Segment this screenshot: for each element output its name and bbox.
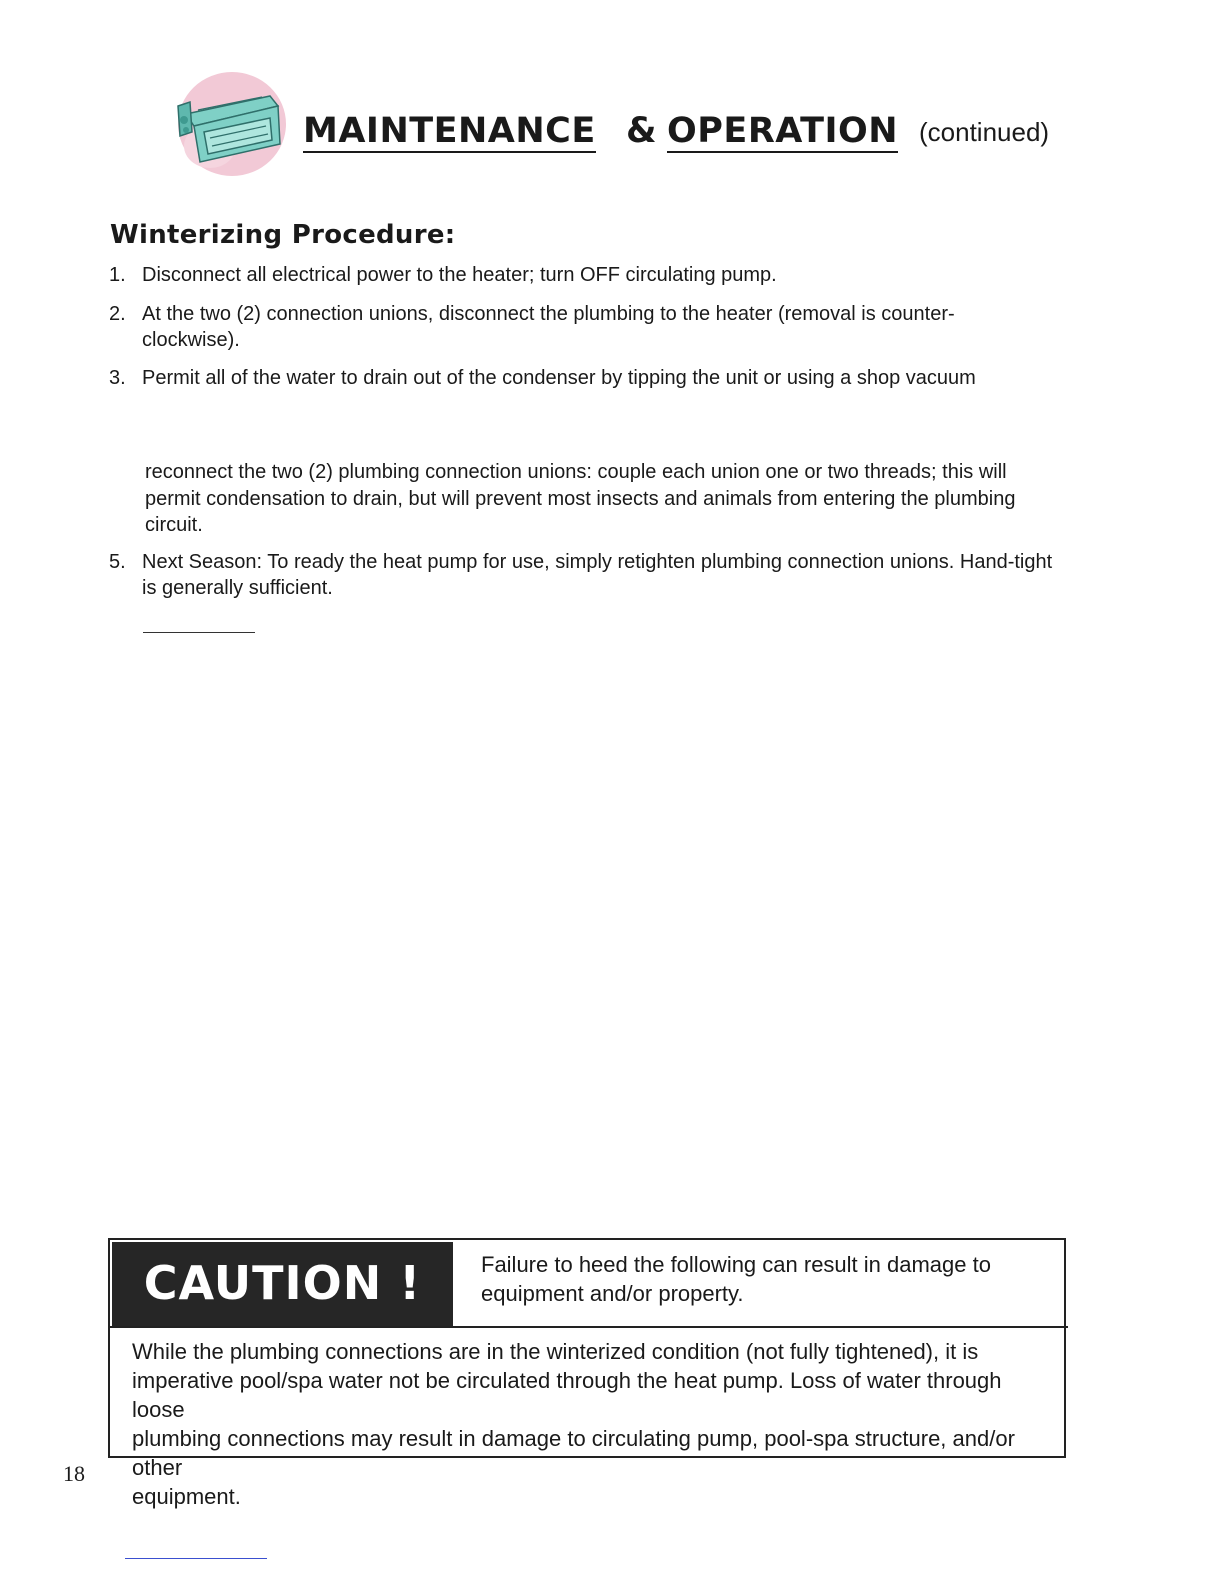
divider: [143, 632, 255, 633]
caution-divider: [110, 1326, 1068, 1328]
step-text-line: permit condensation to drain, but will prevent most insects and animals from entering the plumbing: [145, 487, 1016, 510]
step-number: 3.: [109, 367, 126, 389]
caution-detail-line: imperative pool/spa water not be circulated through the heat pump. Loss of water through loose: [132, 1368, 1002, 1422]
step-text-line: clockwise).: [142, 329, 240, 351]
step-text-line: Next Season: To ready the heat pump for use, simply retighten plumbing connection unions. Hand-tight: [142, 551, 1053, 573]
step-text-line: reconnect the two (2) plumbing connection unions: couple each union one or two threads; this will: [145, 461, 1007, 483]
step-number: 2.: [109, 303, 126, 325]
caution-box: [108, 1238, 1066, 1509]
step-text: [142, 301, 955, 353]
caution-label: CAUTION !: [143, 1256, 422, 1310]
title-maintenance: MAINTENANCE: [303, 111, 596, 151]
caution-summary-line: equipment and/or property.: [481, 1281, 744, 1306]
page-number: 18: [63, 1461, 85, 1486]
caution-summary: [481, 1250, 1041, 1308]
title-ampersand: &: [626, 111, 658, 151]
procedure-step-5: [109, 549, 1069, 601]
step-text-line: is generally sufficient.: [142, 577, 333, 599]
step-number: 5.: [109, 551, 126, 573]
caution-summary-line: Failure to heed the following can result in damage to: [481, 1252, 991, 1277]
step-text-line: At the two (2) connection unions, disconnect the plumbing to the heater (removal is counter-: [142, 303, 955, 325]
step-text: Permit all of the water to drain out of the condenser by tipping the unit or using a shop vacuum: [142, 367, 976, 389]
link-underline: [125, 1558, 267, 1559]
title-operation: OPERATION: [667, 111, 899, 151]
caution-label-cell: [112, 1242, 453, 1326]
caution-detail-line: While the plumbing connections are in the winterized condition (not fully tightened), it is: [132, 1339, 979, 1364]
section-heading: Winterizing Procedure:: [110, 220, 456, 250]
caution-detail-line: plumbing connections may result in damage to circulating pump, pool-spa structure, and/or other: [132, 1426, 1015, 1480]
procedure-step-2: [109, 301, 1069, 353]
pool-heater-illustration-icon: [170, 66, 290, 182]
procedure-step-continuation: [145, 459, 1065, 539]
caution-detail: [132, 1337, 1052, 1511]
step-text: [142, 549, 1052, 601]
step-text-line: circuit.: [145, 514, 203, 536]
step-text: Disconnect all electrical power to the heater; turn OFF circulating pump.: [142, 264, 777, 286]
title-continued: (continued): [919, 117, 1050, 147]
caution-detail-line: equipment.: [132, 1484, 241, 1509]
step-number: 1.: [109, 264, 126, 286]
